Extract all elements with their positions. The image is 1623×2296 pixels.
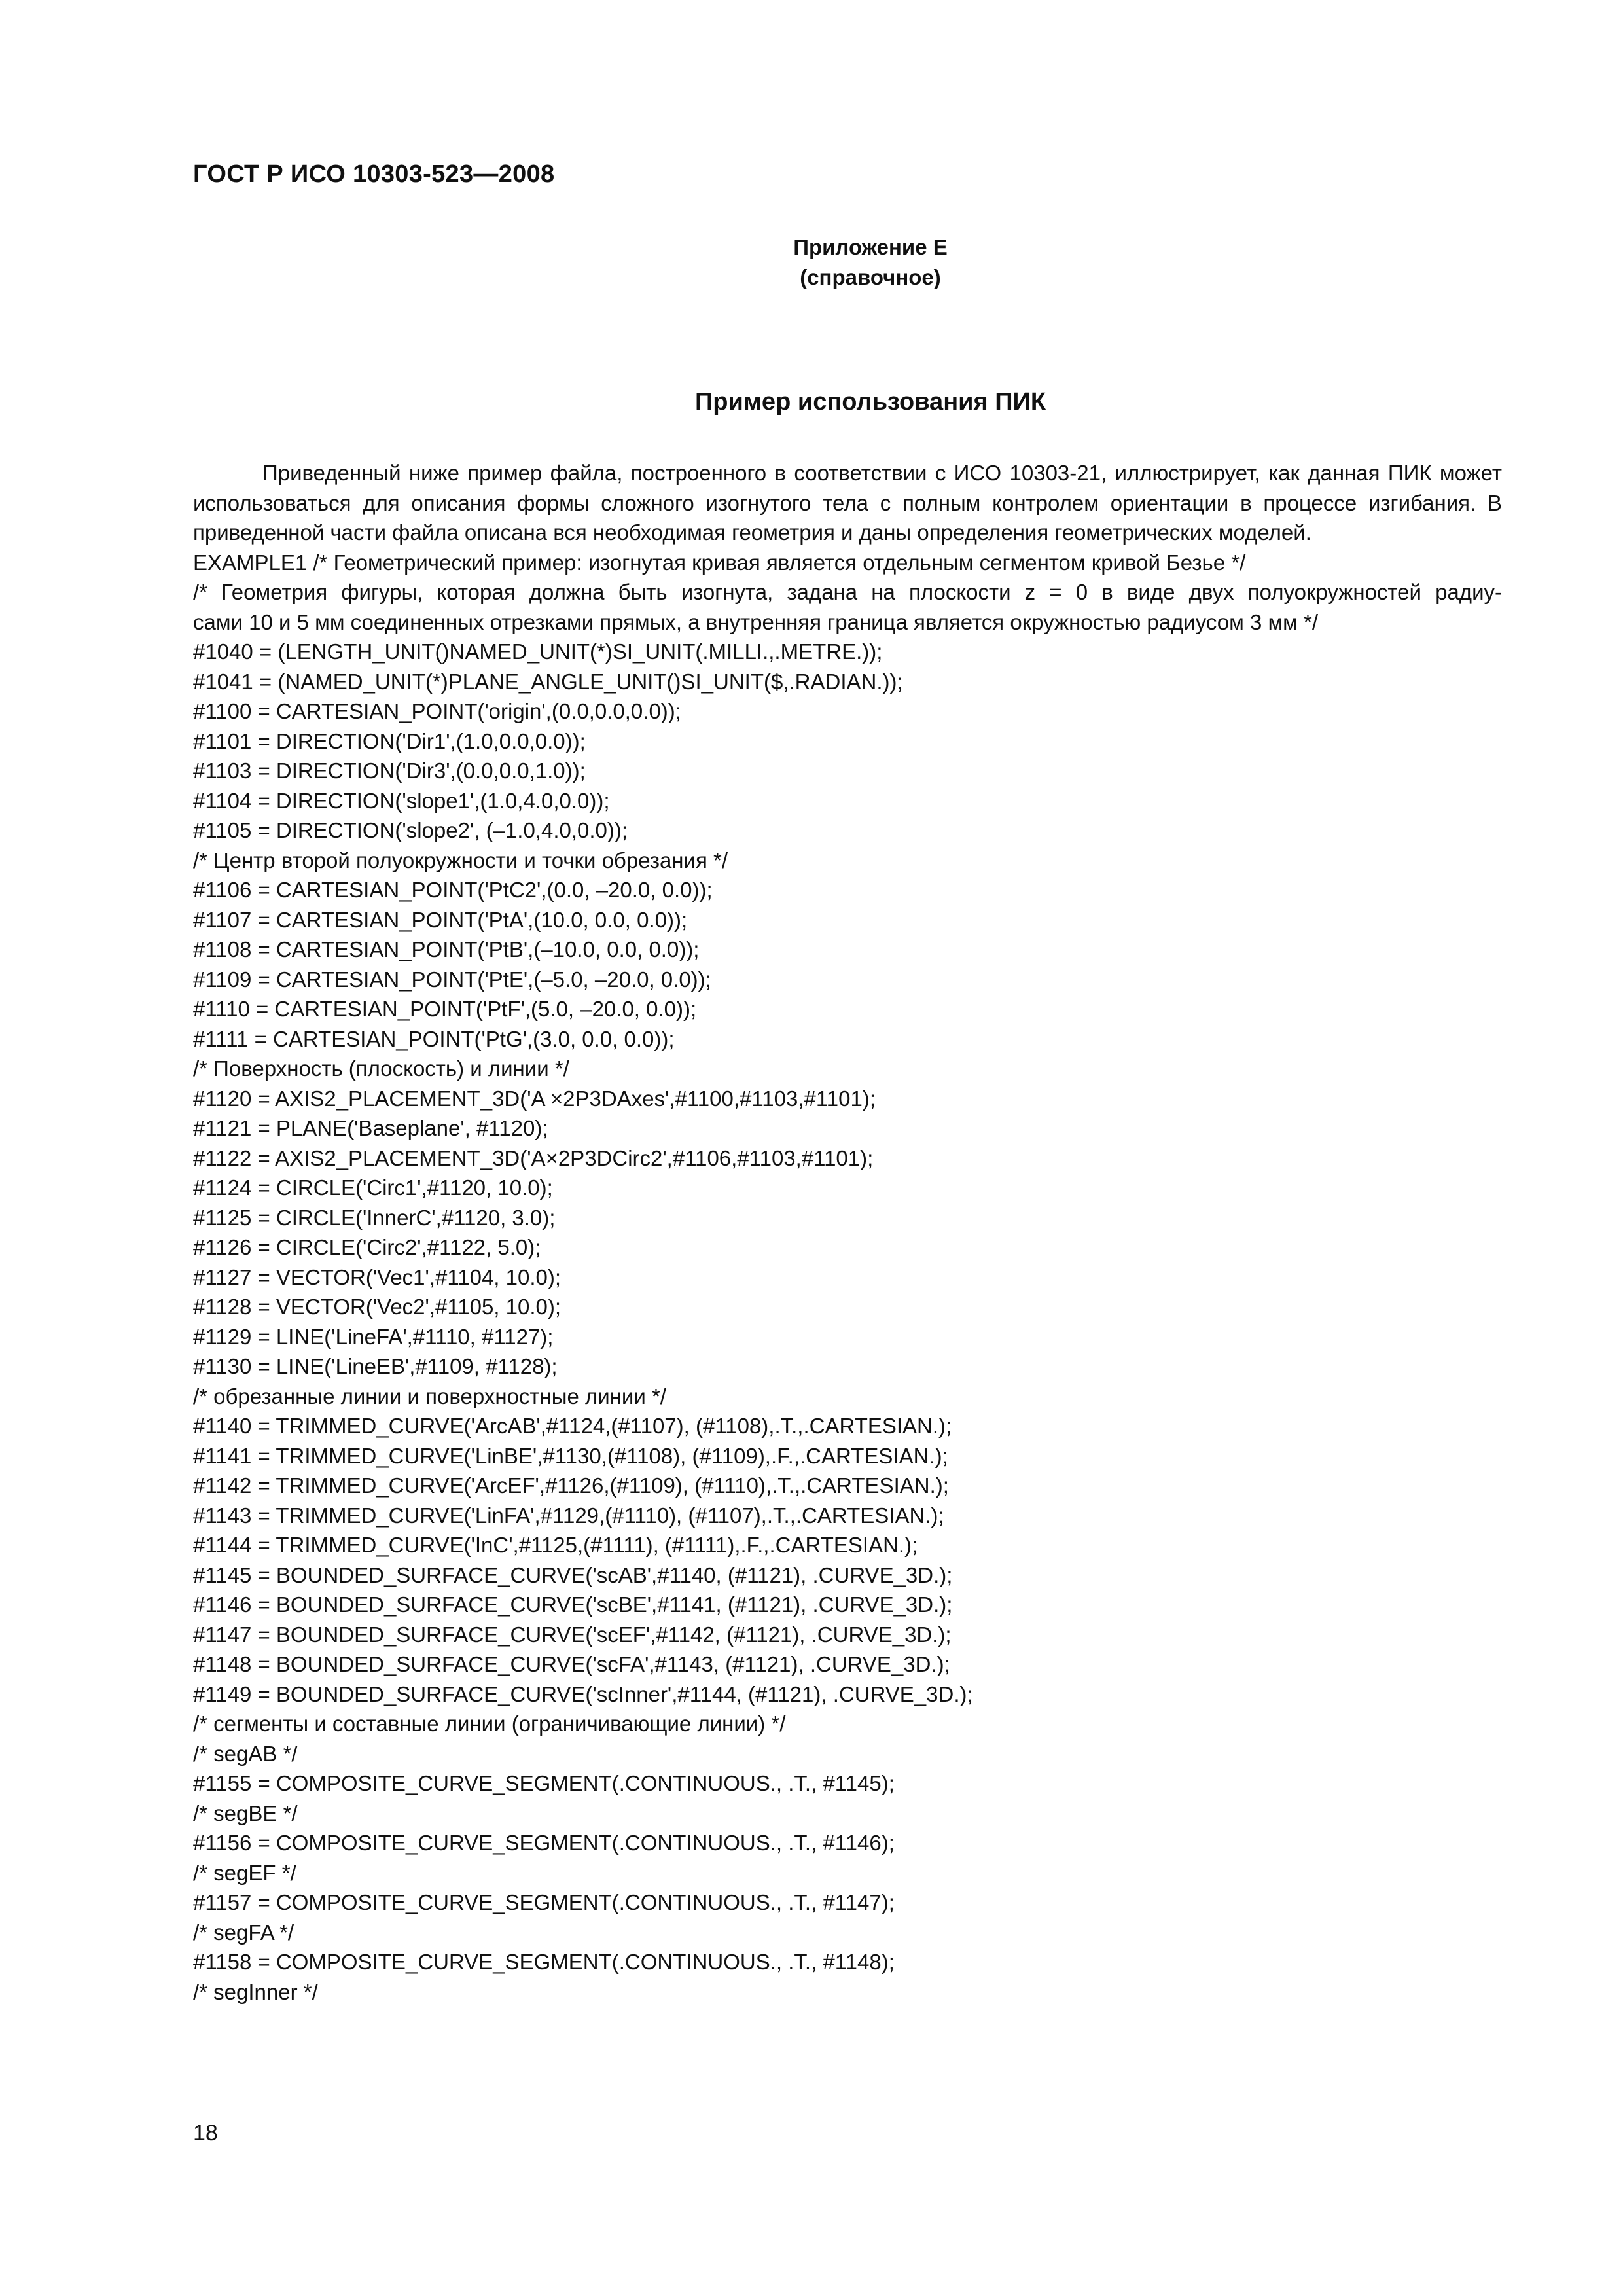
page-number: 18: [193, 2121, 218, 2145]
listing-line: #1149 = BOUNDED_SURFACE_CURVE('scInner',#1144, (#1121), .CURVE_3D.);: [193, 1681, 973, 1706]
listing-line: #1127 = VECTOR('Vec1',#1104, 10.0);: [193, 1265, 562, 1289]
listing-line: /* segAB */: [193, 1741, 298, 1766]
listing-line: #1100 = CARTESIAN_POINT('origin',(0.0,0.0,0.0));: [193, 699, 681, 723]
listing-line: #1107 = CARTESIAN_POINT('PtA',(10.0, 0.0, 0.0));: [193, 907, 688, 932]
example-code-listing: [193, 548, 1502, 2007]
listing-line: /* Поверхность (плоскость) и линии */: [193, 1056, 569, 1081]
listing-line: /* Центр второй полуокружности и точки обрезания */: [193, 848, 728, 872]
listing-line: #1155 = COMPOSITE_CURVE_SEGMENT(.CONTINUOUS., .T., #1145);: [193, 1771, 895, 1795]
listing-line: #1142 = TRIMMED_CURVE('ArcEF',#1126,(#1109), (#1110),.T.,.CARTESIAN.);: [193, 1473, 949, 1498]
intro-paragraph: Приведенный ниже пример файла, построенного в соответствии с ИСО 10303-21, иллюстрирует, как данная ПИК может использоваться для описания формы сложного изогнутого тела с полным контролем ориентации в процессе изгибания. В приведенной части файла описана вся необходимая геометрия и даны определения геометрических моделей.: [193, 461, 1502, 545]
listing-line: #1156 = COMPOSITE_CURVE_SEGMENT(.CONTINUOUS., .T., #1146);: [193, 1831, 895, 1855]
listing-line: /* segFA */: [193, 1920, 294, 1945]
listing-line: /* segBE */: [193, 1801, 298, 1825]
listing-line: #1128 = VECTOR('Vec2',#1105, 10.0);: [193, 1295, 562, 1319]
listing-line: #1148 = BOUNDED_SURFACE_CURVE('scFA',#1143, (#1121), .CURVE_3D.);: [193, 1652, 950, 1676]
listing-line: #1108 = CARTESIAN_POINT('PtB',(–10.0, 0.0, 0.0));: [193, 937, 700, 961]
appendix-type: (справочное): [800, 265, 941, 289]
appendix-label: Приложение Е: [793, 235, 948, 259]
document-body: [193, 458, 1502, 2007]
listing-line: сами 10 и 5 мм соединенных отрезками прямых, а внутренняя граница является окружностью радиусом 3 мм */: [193, 609, 1319, 634]
listing-line: #1120 = AXIS2_PLACEMENT_3D('A ×2P3DAxes',#1100,#1103,#1101);: [193, 1086, 876, 1111]
listing-line: /* segInner */: [193, 1979, 318, 2004]
listing-line: #1106 = CARTESIAN_POINT('PtC2',(0.0, –20.0, 0.0));: [193, 878, 713, 902]
listing-line: #1157 = COMPOSITE_CURVE_SEGMENT(.CONTINUOUS., .T., #1147);: [193, 1890, 895, 1914]
listing-line: #1141 = TRIMMED_CURVE('LinBE',#1130,(#1108), (#1109),.F.,.CARTESIAN.);: [193, 1443, 948, 1468]
standard-code-header: ГОСТ Р ИСО 10303-523—2008: [193, 160, 555, 188]
listing-line: #1104 = DIRECTION('slope1',(1.0,4.0,0.0));: [193, 788, 610, 813]
listing-line: #1111 = CARTESIAN_POINT('PtG',(3.0, 0.0, 0.0));: [193, 1026, 675, 1051]
appendix-heading: [707, 232, 1034, 293]
listing-line: #1121 = PLANE('Baseplane', #1120);: [193, 1116, 548, 1140]
listing-line: EXAMPLE1 /* Геометрический пример: изогнутая кривая является отдельным сегментом кривой Безье */: [193, 550, 1246, 575]
section-title: Пример использования ПИК: [694, 388, 1046, 416]
listing-line: #1105 = DIRECTION('slope2', (–1.0,4.0,0.0));: [193, 818, 628, 842]
listing-line: /* segEF */: [193, 1860, 296, 1885]
listing-line: #1126 = CIRCLE('Circ2',#1122, 5.0);: [193, 1235, 541, 1259]
listing-line: #1146 = BOUNDED_SURFACE_CURVE('scBE',#1141, (#1121), .CURVE_3D.);: [193, 1592, 953, 1617]
listing-line: #1124 = CIRCLE('Circ1',#1120, 10.0);: [193, 1175, 553, 1200]
listing-line: #1158 = COMPOSITE_CURVE_SEGMENT(.CONTINUOUS., .T., #1148);: [193, 1950, 895, 1974]
listing-line: #1125 = CIRCLE('InnerC',#1120, 3.0);: [193, 1205, 556, 1230]
listing-line: #1129 = LINE('LineFA',#1110, #1127);: [193, 1324, 554, 1349]
listing-line: /* сегменты и составные линии (ограничивающие линии) */: [193, 1712, 786, 1736]
listing-line: #1147 = BOUNDED_SURFACE_CURVE('scEF',#1142, (#1121), .CURVE_3D.);: [193, 1622, 952, 1647]
listing-line: #1040 = (LENGTH_UNIT()NAMED_UNIT(*)SI_UNIT(.MILLI.,.METRE.));: [193, 639, 883, 664]
listing-line: #1140 = TRIMMED_CURVE('ArcAB',#1124,(#1107), (#1108),.T.,.CARTESIAN.);: [193, 1414, 952, 1438]
listing-line: #1103 = DIRECTION('Dir3',(0.0,0.0,1.0));: [193, 759, 586, 783]
listing-line: #1109 = CARTESIAN_POINT('PtE',(–5.0, –20.0, 0.0));: [193, 967, 711, 992]
listing-line: #1041 = (NAMED_UNIT(*)PLANE_ANGLE_UNIT()SI_UNIT($,.RADIAN.));: [193, 669, 903, 694]
listing-line: #1130 = LINE('LineEB',#1109, #1128);: [193, 1354, 558, 1378]
listing-line: #1143 = TRIMMED_CURVE('LinFA',#1129,(#1110), (#1107),.T.,.CARTESIAN.);: [193, 1503, 944, 1528]
listing-line: #1122 = AXIS2_PLACEMENT_3D('A×2P3DCirc2',#1106,#1103,#1101);: [193, 1145, 874, 1170]
listing-line: /* обрезанные линии и поверхностные линии */: [193, 1384, 666, 1408]
listing-line: #1144 = TRIMMED_CURVE('InC',#1125,(#1111), (#1111),.F.,.CARTESIAN.);: [193, 1533, 918, 1557]
listing-line: #1110 = CARTESIAN_POINT('PtF',(5.0, –20.0, 0.0));: [193, 997, 697, 1021]
listing-line: /* Геометрия фигуры, которая должна быть изогнута, задана на плоскости z = 0 в виде двух полуокружностей радиу-: [193, 580, 1502, 604]
listing-line: #1101 = DIRECTION('Dir1',(1.0,0.0,0.0));: [193, 728, 586, 753]
listing-line: #1145 = BOUNDED_SURFACE_CURVE('scAB',#1140, (#1121), .CURVE_3D.);: [193, 1562, 953, 1587]
